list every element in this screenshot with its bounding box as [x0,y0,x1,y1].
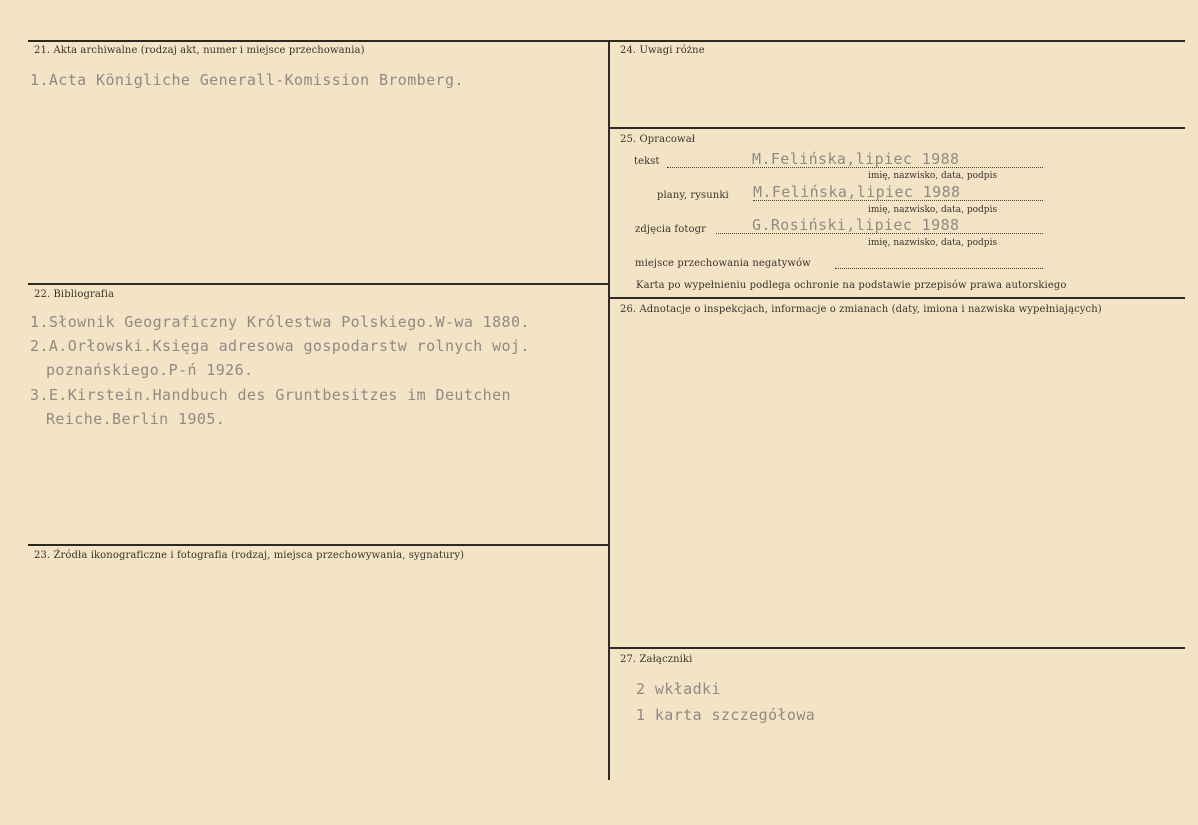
rule-26-27 [608,647,1185,649]
row-zdjecia-caption: imię, nazwisko, data, podpis [868,238,998,248]
section-25-heading: 25. Opracował [620,134,696,145]
rule-21-22 [28,283,609,285]
bibliography-line-5: Reiche.Berlin 1905. [46,410,226,428]
attachment-entry-1: 2 wkładki [636,680,721,698]
row-tekst-value: M.Felińska,lipiec 1988 [752,150,960,168]
rule-25-26 [608,297,1185,299]
section-23-heading: 23. Źródła ikonograficzne i fotografia (rodzaj, miejsca przechowywania, sygnatury) [34,550,465,561]
row-plany-label: plany, rysunki [657,190,729,201]
copyright-note: Karta po wypełnieniu podlega ochronie na podstawie przepisów prawa autorskiego [636,280,1067,291]
row-tekst-caption: imię, nazwisko, data, podpis [868,171,998,181]
section-21-entry: 1.Acta Königliche Generall-Komission Bromberg. [30,71,464,89]
row-plany-caption: imię, nazwisko, data, podpis [868,205,998,215]
section-22-heading: 22. Bibliografia [34,289,115,300]
bibliography-line-2: 2.A.Orłowski.Księga adresowa gospodarstw rolnych woj. [30,337,530,355]
row-zdjecia-value: G.Rosiński,lipiec 1988 [752,216,960,234]
center-divider [608,40,610,780]
section-26-heading: 26. Adnotacje o inspekcjach, informacje o zmianach (daty, imiona i nazwiska wypełniających) [620,304,1102,315]
top-rule [28,40,1185,42]
section-21-heading: 21. Akta archiwalne (rodzaj akt, numer i miejsce przechowania) [34,45,365,56]
row-zdjecia-label: zdjęcia fotogr [635,224,706,235]
section-24-heading: 24. Uwagi różne [620,45,705,56]
rule-24-25 [608,127,1185,129]
negatives-dotline [835,268,1043,269]
bibliography-line-3: poznańskiego.P-ń 1926. [46,361,254,379]
negatives-label: miejsce przechowania negatywów [635,258,811,269]
row-plany-value: M.Felińska,lipiec 1988 [753,183,961,201]
row-tekst-label: tekst [634,156,660,167]
attachment-entry-2: 1 karta szczegółowa [636,706,816,724]
bibliography-line-1: 1.Słownik Geograficzny Królestwa Polskiego.W-wa 1880. [30,313,530,331]
bibliography-line-4: 3.E.Kirstein.Handbuch des Gruntbesitzes im Deutchen [30,386,511,404]
section-27-heading: 27. Załączniki [620,654,693,665]
rule-22-23 [28,544,609,546]
